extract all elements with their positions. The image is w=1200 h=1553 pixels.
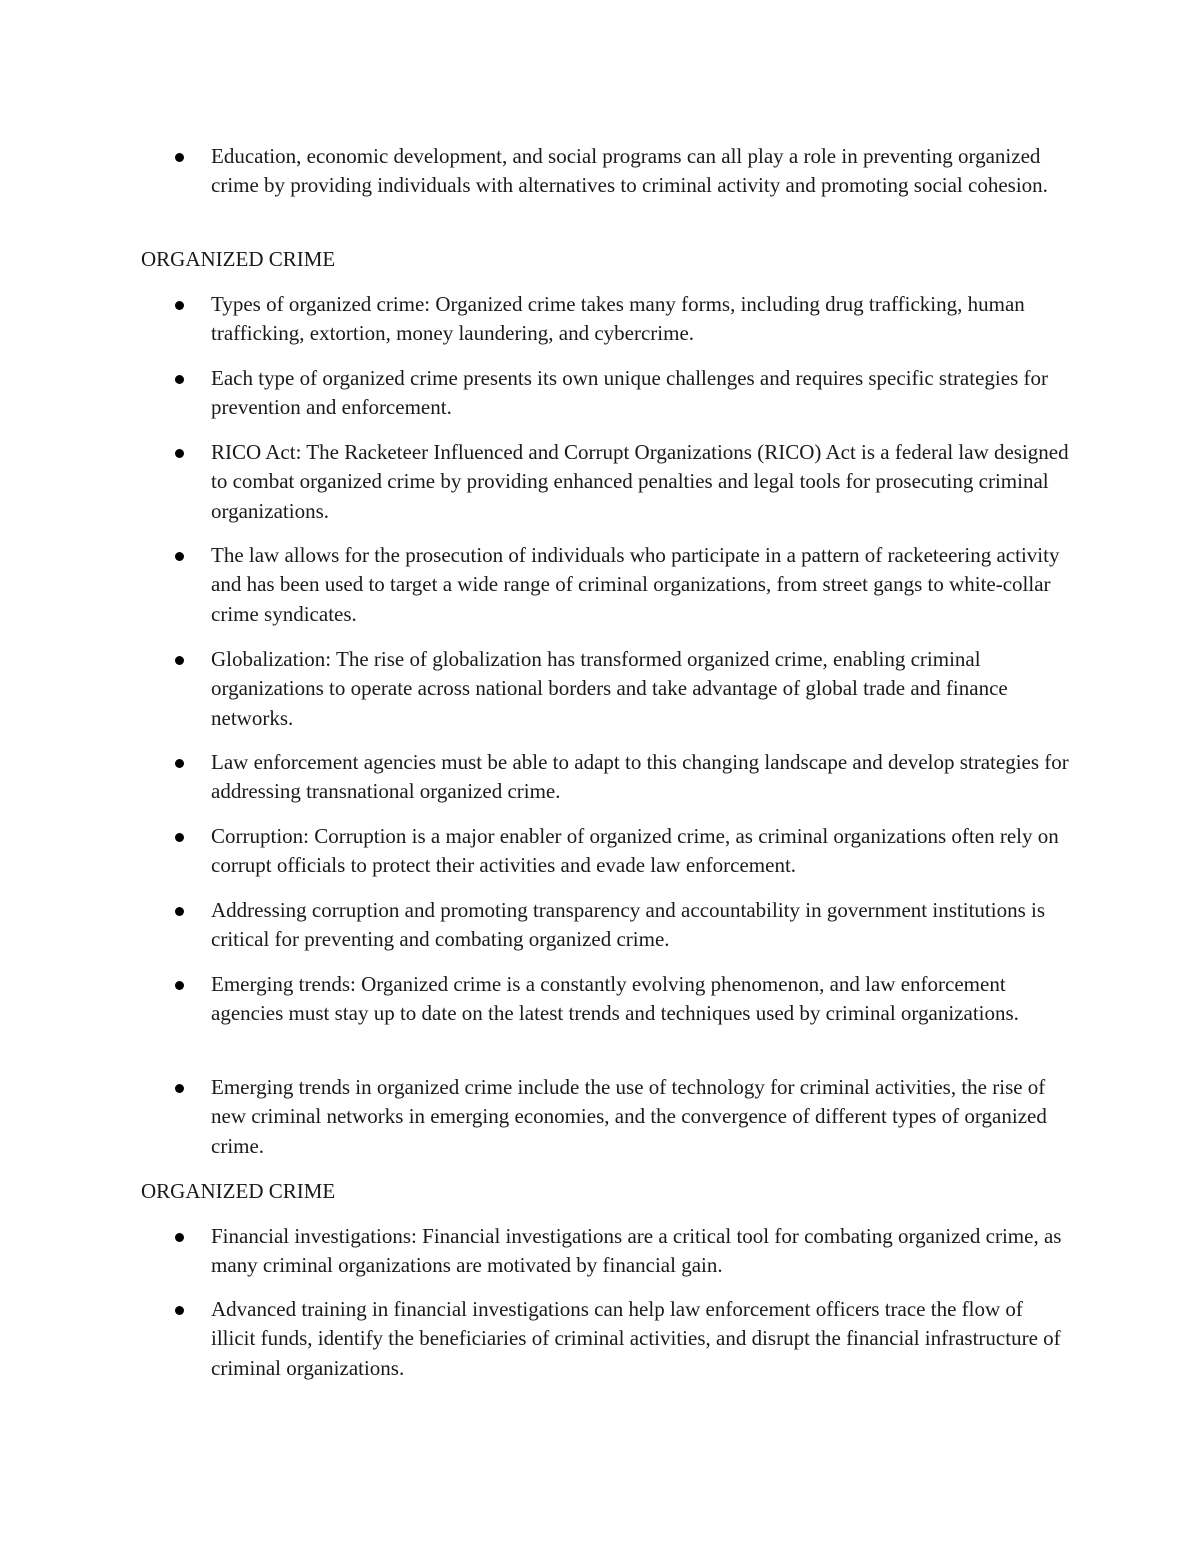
section-bullet-item-wrapper	[141, 896, 1071, 955]
list-item	[141, 290, 1071, 349]
list-item-text: Addressing corruption and promoting transparency and accountability in government institutions is critical for preventing and combating organized crime.	[211, 898, 1046, 952]
bullet-icon	[175, 449, 184, 458]
section-heading: ORGANIZED CRIME	[141, 1179, 336, 1203]
bullet-icon	[175, 1306, 184, 1315]
bullet-icon	[175, 301, 184, 310]
bullet-icon	[175, 153, 184, 162]
list-item-text: Types of organized crime: Organized crime takes many forms, including drug trafficking, human trafficking, extortion, money laundering, and cybercrime.	[211, 292, 1025, 346]
section-bullet-item-wrapper	[141, 1073, 1071, 1161]
bullet-icon	[175, 1233, 184, 1242]
bullet-icon	[175, 981, 184, 990]
section-heading: ORGANIZED CRIME	[141, 247, 336, 271]
section-bullet-item-wrapper	[141, 438, 1071, 526]
list-item	[141, 645, 1071, 733]
list-item-text: Globalization: The rise of globalization has transformed organized crime, enabling criminal organizations to operate across national borders and take advantage of global trade and finance networks.	[211, 647, 1008, 730]
list-item-text: The law allows for the prosecution of individuals who participate in a pattern of racketeering activity and has been used to target a wide range of criminal organizations, from street gangs to white-collar crime syndicates.	[211, 543, 1060, 626]
bullet-icon	[175, 375, 184, 384]
section-bullet-item-wrapper	[141, 364, 1071, 423]
intro-bullet-list	[141, 142, 1071, 201]
section-bullet-item-wrapper	[141, 970, 1071, 1029]
list-item	[141, 1073, 1071, 1161]
list-item	[141, 896, 1071, 955]
list-item	[141, 748, 1071, 807]
bullet-icon	[175, 759, 184, 768]
list-item	[141, 142, 1071, 201]
bullet-icon	[175, 907, 184, 916]
list-item-text: Each type of organized crime presents its own unique challenges and requires specific strategies for prevention and enforcement.	[211, 366, 1048, 420]
list-item	[141, 822, 1071, 881]
bullet-icon	[175, 833, 184, 842]
list-item	[141, 364, 1071, 423]
list-item-text: Corruption: Corruption is a major enabler of organized crime, as criminal organizations often rely on corrupt officials to protect their activities and evade law enforcement.	[211, 824, 1059, 878]
list-item	[141, 1222, 1071, 1281]
list-item-text: Advanced training in financial investigations can help law enforcement officers trace the flow of illicit funds, identify the beneficiaries of criminal activities, and disrupt the financial infrastructure of criminal organizations.	[211, 1297, 1061, 1380]
section-bullet-item-wrapper	[141, 748, 1071, 807]
section-bullet-item-wrapper	[141, 1295, 1071, 1383]
section-bullet-item-wrapper	[141, 645, 1071, 733]
list-item	[141, 1295, 1071, 1383]
section-bullet-item-wrapper	[141, 1222, 1071, 1281]
list-item-text: Education, economic development, and social programs can all play a role in preventing organized crime by providing individuals with alternatives to criminal activity and promoting social cohesion.	[211, 144, 1048, 198]
bullet-icon	[175, 1084, 184, 1093]
section-bullet-item-wrapper	[141, 290, 1071, 349]
list-item-text: RICO Act: The Racketeer Influenced and Corrupt Organizations (RICO) Act is a federal law designed to combat organized crime by providing enhanced penalties and legal tools for prosecuting criminal organizations.	[211, 440, 1069, 523]
section-heading-block	[141, 245, 1071, 274]
list-item-text: Emerging trends in organized crime include the use of technology for criminal activities, the rise of new criminal networks in emerging economies, and the convergence of different types of organized crime.	[211, 1075, 1047, 1158]
section-heading-block	[141, 1177, 1071, 1206]
list-item-text: Financial investigations: Financial investigations are a critical tool for combating organized crime, as many criminal organizations are motivated by financial gain.	[211, 1224, 1062, 1278]
list-item	[141, 970, 1071, 1029]
list-item	[141, 438, 1071, 526]
section-bullet-item-wrapper	[141, 541, 1071, 629]
section-bullet-item-wrapper	[141, 822, 1071, 881]
list-item-text: Law enforcement agencies must be able to adapt to this changing landscape and develop strategies for addressing transnational organized crime.	[211, 750, 1069, 804]
list-item-text: Emerging trends: Organized crime is a constantly evolving phenomenon, and law enforcement agencies must stay up to date on the latest trends and techniques used by criminal organizations.	[211, 972, 1019, 1026]
bullet-icon	[175, 656, 184, 665]
list-item	[141, 541, 1071, 629]
bullet-icon	[175, 552, 184, 561]
